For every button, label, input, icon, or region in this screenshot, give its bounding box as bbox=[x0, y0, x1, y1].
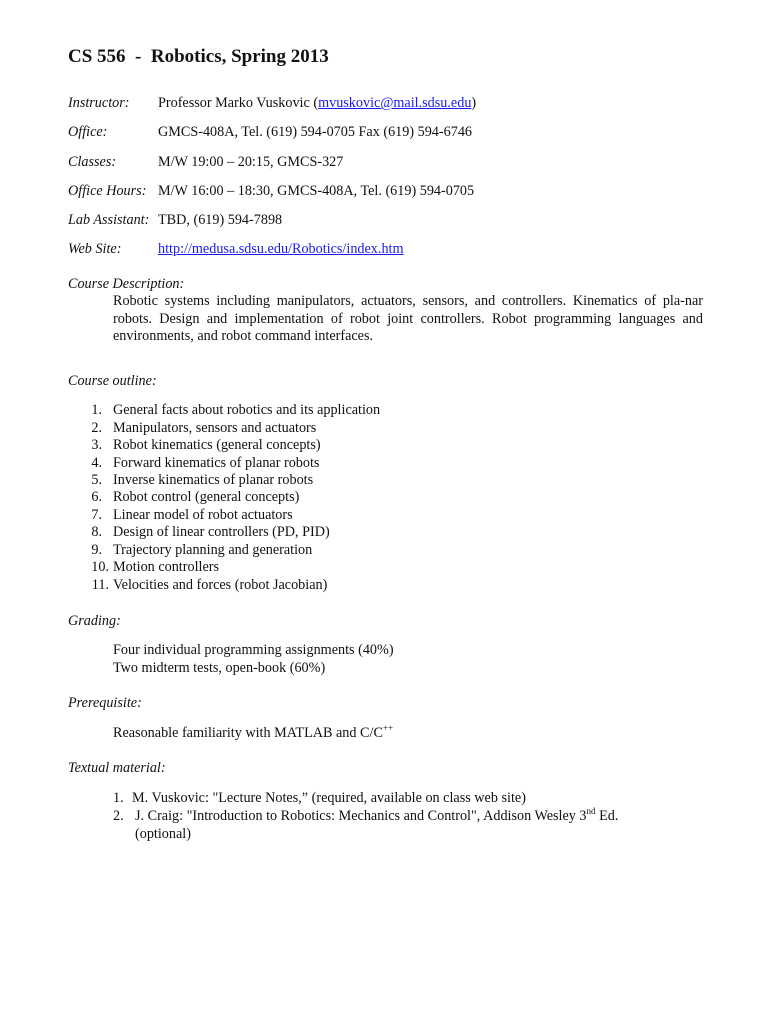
office-label: Office: bbox=[68, 124, 108, 140]
list-item: Forward kinematics of planar robots bbox=[113, 455, 320, 471]
list-item: Linear model of robot actuators bbox=[113, 507, 293, 523]
list-item: Motion controllers bbox=[113, 559, 219, 575]
instructor-label: Instructor: bbox=[68, 95, 130, 111]
list-item-continuation: (optional) bbox=[135, 826, 191, 842]
textual-heading: Textual material: bbox=[68, 760, 166, 776]
list-item-number: 9. bbox=[91, 542, 102, 558]
list-item: General facts about robotics and its application bbox=[113, 402, 381, 418]
prerequisite-heading: Prerequisite: bbox=[68, 695, 142, 711]
list-item: Robot kinematics (general concepts) bbox=[113, 437, 321, 453]
list-item: Manipulators, sensors and actuators bbox=[113, 420, 317, 436]
list-item-number: 6. bbox=[91, 489, 102, 505]
outline-heading: Course outline: bbox=[68, 373, 157, 389]
list-item: Design of linear controllers (PD, PID) bbox=[113, 524, 330, 540]
list-item: Velocities and forces (robot Jacobian) bbox=[113, 577, 328, 593]
office-hours-label: Office Hours: bbox=[68, 183, 147, 199]
list-item: J. Craig: "Introduction to Robotics: Mechanics and Control", Addison Wesley 3nd Ed. bbox=[135, 806, 619, 824]
list-item-number: 11. bbox=[91, 577, 109, 593]
list-item-number: 3. bbox=[91, 437, 102, 453]
web-site-link[interactable]: http://medusa.sdsu.edu/Robotics/index.htm bbox=[158, 241, 404, 257]
list-item-number: 2. bbox=[113, 808, 124, 824]
list-item-number: 2. bbox=[91, 420, 102, 436]
grading-line: Two midterm tests, open-book (60%) bbox=[113, 660, 326, 676]
list-item-number: 1. bbox=[91, 402, 102, 418]
lab-assistant-value: TBD, (619) 594-7898 bbox=[158, 212, 283, 228]
list-item-number: 4. bbox=[91, 455, 102, 471]
list-item-number: 5. bbox=[91, 472, 102, 488]
list-item: Inverse kinematics of planar robots bbox=[113, 472, 314, 488]
web-site-label: Web Site: bbox=[68, 241, 122, 257]
office-value: GMCS-408A, Tel. (619) 594-0705 Fax (619) 594-6746 bbox=[158, 124, 473, 140]
list-item-number: 10. bbox=[91, 559, 109, 575]
office-hours-value: M/W 16:00 – 18:30, GMCS-408A, Tel. (619) 594-0705 bbox=[158, 183, 475, 199]
classes-label: Classes: bbox=[68, 154, 117, 170]
description-heading: Course Description: bbox=[68, 276, 185, 292]
instructor-value: Professor Marko Vuskovic (mvuskovic@mail.sdsu.edu) bbox=[158, 95, 477, 111]
prerequisite-text: Reasonable familiarity with MATLAB and C/C++ bbox=[113, 723, 394, 741]
lab-assistant-label: Lab Assistant: bbox=[68, 212, 150, 228]
grading-heading: Grading: bbox=[68, 613, 121, 629]
grading-line: Four individual programming assignments (40%) bbox=[113, 642, 394, 658]
description-text: Robotic systems including manipulators, actuators, sensors, and controllers. Kinematics of pla-nar robots. Design and implementation of robot joint controllers. Robot programming languages and environments, and robot command interfaces. bbox=[113, 293, 703, 344]
list-item: M. Vuskovic: "Lecture Notes,” (required, available on class web site) bbox=[132, 790, 526, 806]
list-item: Trajectory planning and generation bbox=[113, 542, 313, 558]
classes-value: M/W 19:00 – 20:15, GMCS-327 bbox=[158, 154, 344, 170]
page-title: CS 556 - Robotics, Spring 2013 bbox=[68, 46, 329, 67]
list-item-number: 7. bbox=[91, 507, 102, 523]
list-item: Robot control (general concepts) bbox=[113, 489, 300, 505]
list-item-number: 1. bbox=[113, 790, 124, 806]
instructor-email-link[interactable]: mvuskovic@mail.sdsu.edu bbox=[318, 95, 472, 111]
list-item-number: 8. bbox=[91, 524, 102, 540]
